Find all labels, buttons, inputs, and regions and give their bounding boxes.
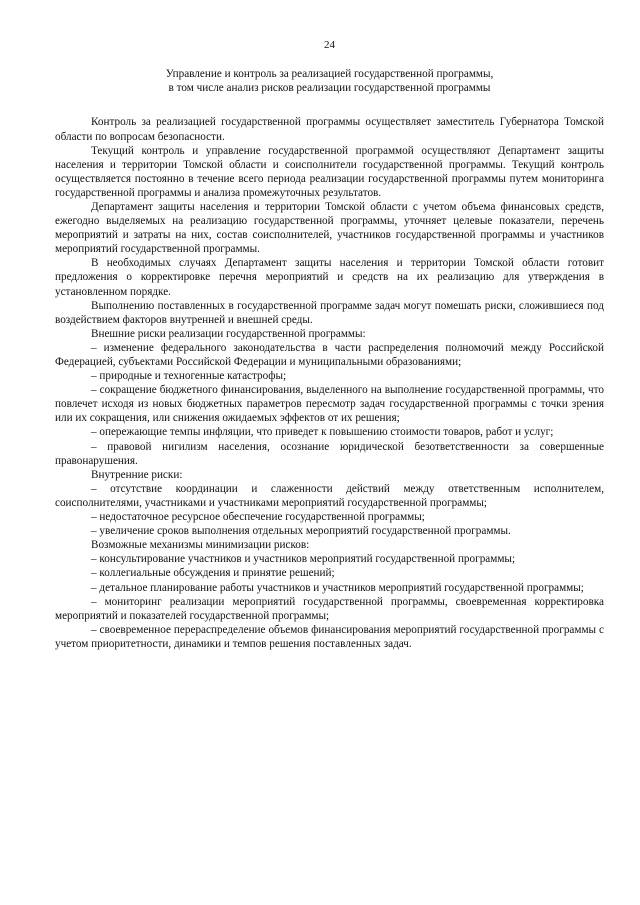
list-item: – увеличение сроков выполнения отдельных мероприятий государственной программы. (91, 525, 511, 538)
paragraph: Текущий контроль и управление государственной программой осуществляют Департамент защиты населения и территории Томской области и соисполнители государственной программы. Текущий контроль осуществляется постоянно в течение всего периода реализации государственной программы путем мониторинга государственной программы и анализа промежуточных результатов. (55, 144, 604, 199)
section-heading-line-1: Управление и контроль за реализацией государственной программы, (165, 68, 494, 80)
page-number: 24 (324, 39, 335, 51)
paragraph: Возможные механизмы минимизации рисков: (91, 539, 310, 552)
paragraph: Выполнению поставленных в государственной программе задач могут помешать риски, сложившиеся под воздействием факторов внутренней и внешней среды. (55, 299, 604, 326)
list-item: – изменение федерального законодательства в части распределения полномочий между Российской Федерацией, субъектами Российской Федерации и муниципальными образованиями; (55, 341, 604, 368)
list-item: – мониторинг реализации мероприятий государственной программы, своевременная корректировка мероприятий и показателей государственной программы; (55, 595, 604, 622)
document-body (55, 115, 604, 651)
list-item: – консультирование участников и участников мероприятий государственной программы; (91, 553, 516, 566)
list-item: – опережающие темпы инфляции, что приведет к повышению стоимости товаров, работ и услуг; (91, 426, 554, 439)
paragraph: Внешние риски реализации государственной программы: (91, 327, 366, 340)
list-item: – детальное планирование работы участников и участников мероприятий государственной программы; (91, 581, 584, 594)
list-item: – своевременное перераспределение объемов финансирования мероприятий государственной программы с учетом приоритетности, динамики и темпов решения поставленных задач. (55, 623, 604, 650)
paragraph: В необходимых случаях Департамент защиты населения и территории Томской области готовит предложения о корректировке перечня мероприятий и средств на их реализацию для утверждения в установленном порядке. (55, 257, 604, 298)
list-item: – правовой нигилизм населения, осознание юридической безответственности за совершенные правонарушения. (55, 440, 604, 467)
list-item: – коллегиальные обсуждения и принятие решений; (91, 567, 335, 580)
list-item: – сокращение бюджетного финансирования, выделенного на выполнение государственной программы, что повлечет исходя из новых бюджетных параметров пересмотр задач государственной программы с точки зрения или их сокращения, или снижения ожидаемых эффектов от их решения; (55, 384, 604, 425)
list-item: – недостаточное ресурсное обеспечение государственной программы; (91, 511, 425, 524)
paragraph: Внутренние риски: (91, 468, 183, 481)
section-heading (55, 67, 604, 95)
list-item: – отсутствие координации и слаженности действий между ответственным исполнителем, соисполнителями, участниками и участниками мероприятий государственной программы; (55, 482, 604, 509)
list-item: – природные и техногенные катастрофы; (91, 370, 287, 383)
section-heading-line-2: в том числе анализ рисков реализации государственной программы (168, 82, 491, 95)
paragraph: Контроль за реализацией государственной программы осуществляет заместитель Губернатора Томской области по вопросам безопасности. (55, 116, 604, 143)
paragraph: Департамент защиты населения и территории Томской области с учетом объема финансовых средств, ежегодно выделяемых на реализацию государственной программы, уточняет целевые показатели, перечень мероприятий и затраты на них, состав соисполнителей, участников государственной программы и участников мероприятий государственной программы. (55, 200, 604, 256)
